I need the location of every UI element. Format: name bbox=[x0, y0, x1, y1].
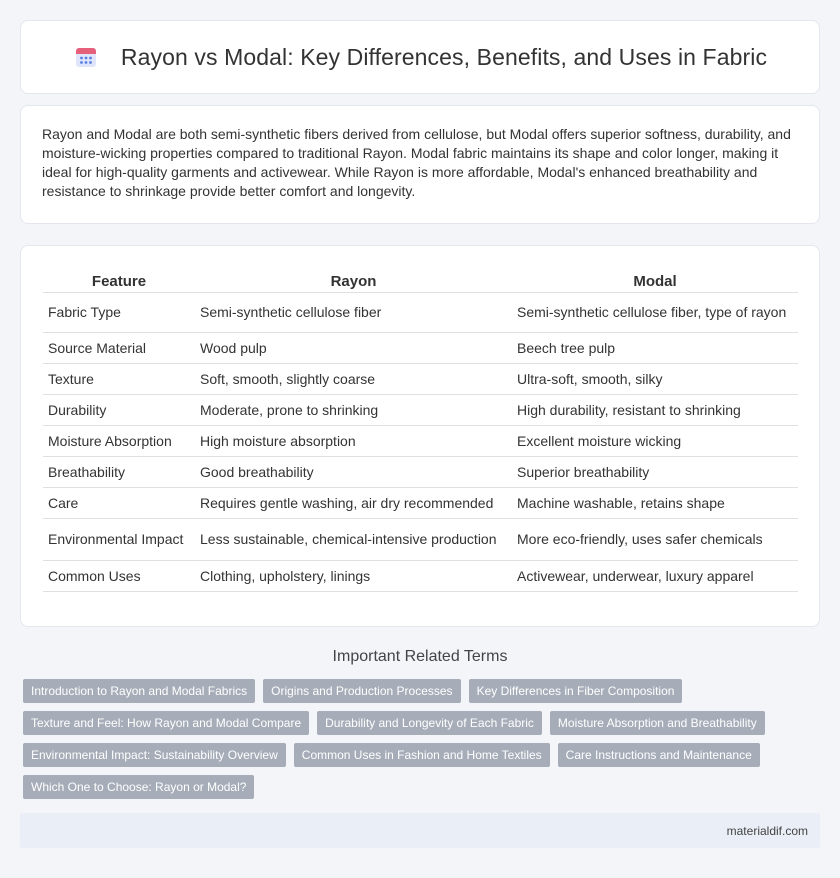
related-term-link[interactable]: Key Differences in Fiber Composition bbox=[469, 679, 683, 703]
table-row bbox=[43, 456, 798, 487]
feature-cell: Texture bbox=[43, 363, 195, 394]
intro-paragraph: Rayon and Modal are both semi-synthetic fibers derived from cellulose, but Modal offers superior softness, durability, and moisture-wicking properties compared to traditional Rayon. Modal fabric maintains its shape and color longer, making it ideal for high-quality garments and activewear. While Rayon is more affordable, Modal's enhanced breathability and resistance to shrinkage provide better comfort and longevity. bbox=[42, 126, 791, 199]
related-term-link[interactable]: Origins and Production Processes bbox=[263, 679, 460, 703]
rayon-cell: Semi-synthetic cellulose fiber bbox=[195, 292, 512, 332]
modal-cell: More eco-friendly, uses safer chemicals bbox=[512, 518, 798, 560]
table-row bbox=[43, 363, 798, 394]
table-row bbox=[43, 425, 798, 456]
feature-cell: Durability bbox=[43, 394, 195, 425]
rayon-cell: Good breathability bbox=[195, 456, 512, 487]
modal-cell: Machine washable, retains shape bbox=[512, 487, 798, 518]
footer bbox=[20, 813, 820, 848]
table-row bbox=[43, 560, 798, 591]
table-row bbox=[43, 518, 798, 560]
modal-cell: High durability, resistant to shrinking bbox=[512, 394, 798, 425]
table-row bbox=[43, 292, 798, 332]
modal-cell: Ultra-soft, smooth, silky bbox=[512, 363, 798, 394]
rayon-cell: Soft, smooth, slightly coarse bbox=[195, 363, 512, 394]
comparison-table-card bbox=[20, 245, 820, 627]
rayon-cell: Less sustainable, chemical-intensive production bbox=[195, 518, 512, 560]
intro-card bbox=[20, 105, 820, 224]
table-row bbox=[43, 487, 798, 518]
related-terms-list bbox=[23, 679, 823, 807]
related-term-link[interactable]: Durability and Longevity of Each Fabric bbox=[317, 711, 542, 735]
related-term-link[interactable]: Moisture Absorption and Breathability bbox=[550, 711, 765, 735]
table-row bbox=[43, 394, 798, 425]
related-term-link[interactable]: Introduction to Rayon and Modal Fabrics bbox=[23, 679, 255, 703]
footer-site-link[interactable]: materialdif.com bbox=[726, 823, 808, 838]
rayon-cell: Wood pulp bbox=[195, 332, 512, 363]
related-term-link[interactable]: Texture and Feel: How Rayon and Modal Compare bbox=[23, 711, 309, 735]
page-title: Rayon vs Modal: Key Differences, Benefits, and Uses in Fabric bbox=[120, 43, 768, 70]
feature-cell: Common Uses bbox=[43, 560, 195, 591]
modal-cell: Excellent moisture wicking bbox=[512, 425, 798, 456]
modal-cell: Beech tree pulp bbox=[512, 332, 798, 363]
header-rayon: Rayon bbox=[195, 268, 512, 292]
related-term-link[interactable]: Common Uses in Fashion and Home Textiles bbox=[294, 743, 550, 767]
rayon-cell: Requires gentle washing, air dry recommended bbox=[195, 487, 512, 518]
comparison-table bbox=[43, 268, 798, 592]
feature-cell: Environmental Impact bbox=[43, 518, 195, 560]
rayon-cell: Moderate, prone to shrinking bbox=[195, 394, 512, 425]
modal-cell: Semi-synthetic cellulose fiber, type of rayon bbox=[512, 292, 798, 332]
related-terms-title: Important Related Terms bbox=[332, 648, 508, 665]
related-term-link[interactable]: Which One to Choose: Rayon or Modal? bbox=[23, 775, 254, 799]
header-modal: Modal bbox=[512, 268, 798, 292]
feature-cell: Moisture Absorption bbox=[43, 425, 195, 456]
modal-cell: Superior breathability bbox=[512, 456, 798, 487]
table-row bbox=[43, 332, 798, 363]
feature-cell: Fabric Type bbox=[43, 292, 195, 332]
modal-cell: Activewear, underwear, luxury apparel bbox=[512, 560, 798, 591]
feature-cell: Source Material bbox=[43, 332, 195, 363]
header-card bbox=[20, 20, 820, 94]
feature-cell: Care bbox=[43, 487, 195, 518]
table-header-row bbox=[43, 268, 798, 292]
rayon-cell: High moisture absorption bbox=[195, 425, 512, 456]
header-feature: Feature bbox=[43, 268, 195, 292]
feature-cell: Breathability bbox=[43, 456, 195, 487]
calendar-icon bbox=[73, 44, 99, 70]
related-term-link[interactable]: Care Instructions and Maintenance bbox=[558, 743, 760, 767]
related-term-link[interactable]: Environmental Impact: Sustainability Overview bbox=[23, 743, 286, 767]
rayon-cell: Clothing, upholstery, linings bbox=[195, 560, 512, 591]
